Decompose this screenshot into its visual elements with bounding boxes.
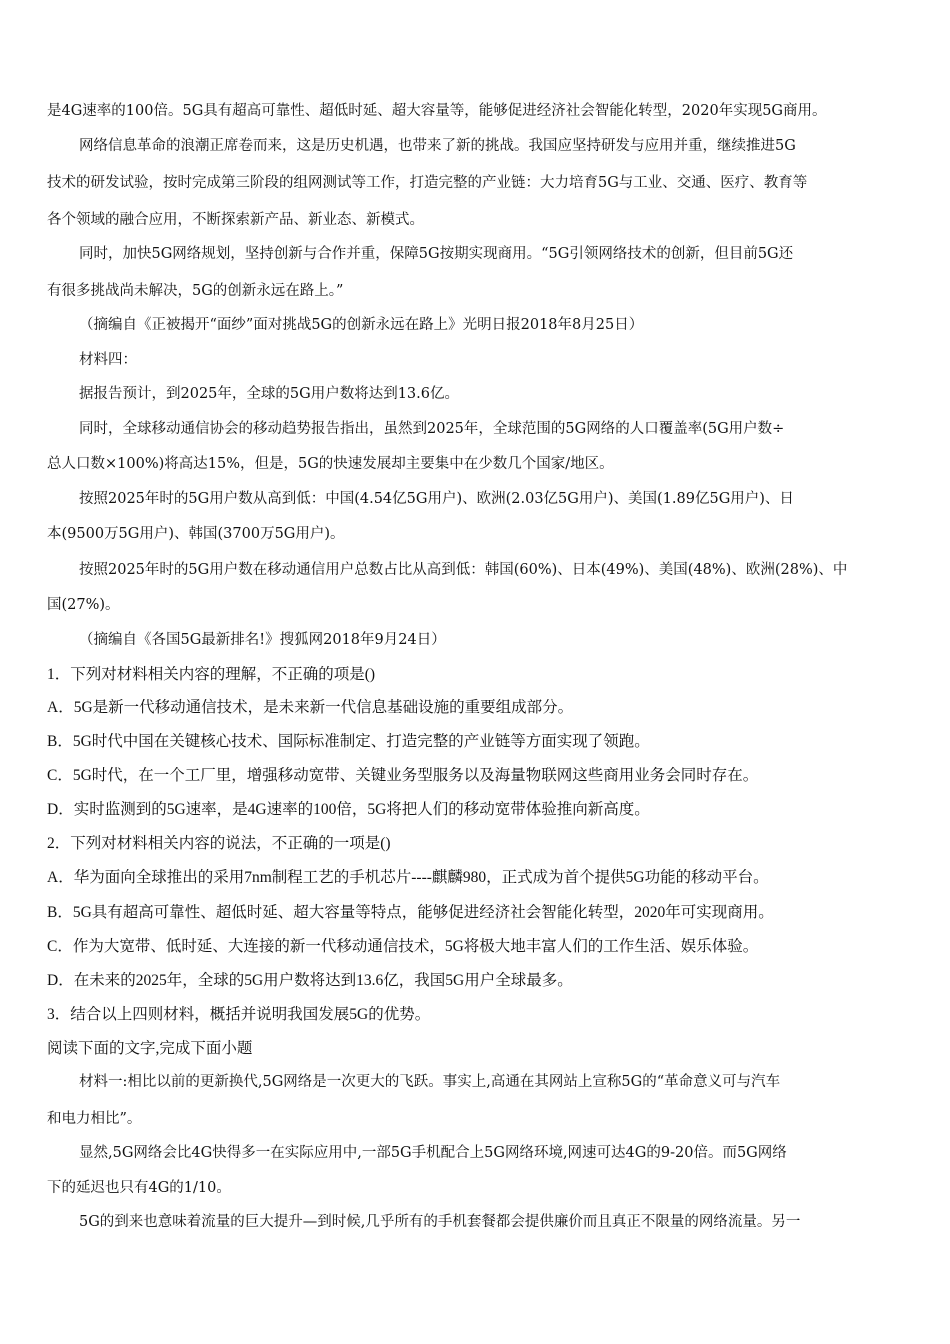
question-1-option-c: C．5G时代，在一个工厂里，增强移动宽带、关键业务型服务以及海量物联网这些商用业务会同时存在。 — [47, 767, 759, 784]
paragraph-line: 和电力相比”。 — [47, 1111, 142, 1127]
reading-instruction: 阅读下面的文字,完成下面小题 — [47, 1040, 253, 1057]
paragraph-line: 材料一:相比以前的更新换代,5G网络是一次更大的飞跃。事实上,高通在其网站上宣称5G的“革命意义可与汽车 — [79, 1074, 781, 1090]
question-2-option-d: D．在未来的2025年，全球的5G用户数将达到13.6亿，我国5G用户全球最多。 — [47, 972, 573, 989]
paragraph-line: 显然,5G网络会比4G快得多一在实际应用中,一部5G手机配合上5G网络环境,网速可达4G的9-20倍。而5G网络 — [79, 1145, 787, 1161]
paragraph-line: 有很多挑战尚未解决，5G的创新永远在路上。” — [47, 283, 344, 299]
question-2-option-b: B．5G具有超高可靠性、超低时延、超大容量等特点，能够促进经济社会智能化转型，2020年可实现商用。 — [47, 904, 774, 921]
paragraph-line: 5G的到来也意味着流量的巨大提升—到时候,几乎所有的手机套餐都会提供廉价而且真正不限量的网络流量。另一 — [79, 1214, 801, 1230]
paragraph-line: 按照2025年时的5G用户数从高到低：中国(4.54亿5G用户)、欧洲(2.03亿5G用户)、美国(1.89亿5G用户)、日 — [79, 491, 794, 507]
question-2-option-c: C．作为大宽带、低时延、大连接的新一代移动通信技术，5G将极大地丰富人们的工作生活、娱乐体验。 — [47, 938, 759, 955]
paragraph-line: 总人口数×100%)将高达15%，但是，5G的快速发展却主要集中在少数几个国家/地区。 — [47, 456, 614, 472]
question-1-option-d: D．实时监测到的5G速率，是4G速率的100倍，5G将把人们的移动宽带体验推向新高度。 — [47, 801, 650, 818]
question-3: 3．结合以上四则材料，概括并说明我国发展5G的优势。 — [47, 1006, 431, 1023]
paragraph-line: 网络信息革命的浪潮正席卷而来，这是历史机遇，也带来了新的挑战。我国应坚持研发与应用并重，继续推进5G — [79, 138, 796, 154]
question-2: 2．下列对材料相关内容的说法，不正确的一项是() — [47, 835, 391, 852]
paragraph-line: 国(27%)。 — [47, 597, 120, 613]
paragraph-line: 本(9500万5G用户)、韩国(3700万5G用户)。 — [47, 526, 345, 542]
question-1-option-a: A．5G是新一代移动通信技术，是未来新一代信息基础设施的重要组成部分。 — [47, 699, 574, 716]
paragraph-line: 是4G速率的100倍。5G具有超高可靠性、超低时延、超大容量等，能够促进经济社会智能化转型，2020年实现5G商用。 — [47, 103, 827, 119]
section-heading: 材料四： — [79, 352, 137, 368]
paragraph-line: 各个领域的融合应用，不断探索新产品、新业态、新模式。 — [47, 212, 424, 228]
citation-line: （摘编自《各国5G最新排名!》搜狐网2018年9月24日） — [79, 632, 446, 648]
paragraph-line: 技术的研发试验，按时完成第三阶段的组网测试等工作，打造完整的产业链：大力培育5G与工业、交通、医疗、教育等 — [47, 175, 808, 191]
question-2-option-a: A．华为面向全球推出的采用7nm制程工艺的手机芯片----麒麟980，正式成为首个提供5G功能的移动平台。 — [47, 869, 769, 886]
question-1-option-b: B．5G时代中国在关键核心技术、国际标准制定、打造完整的产业链等方面实现了领跑。 — [47, 733, 650, 750]
citation-line: （摘编自《正被揭开“面纱”面对挑战5G的创新永远在路上》光明日报2018年8月25日） — [79, 317, 644, 333]
paragraph-line: 同时，加快5G网络规划，坚持创新与合作并重，保障5G按期实现商用。“5G引领网络技术的创新，但目前5G还 — [79, 246, 794, 262]
paragraph-line: 同时，全球移动通信协会的移动趋势报告指出，虽然到2025年，全球范围的5G网络的人口覆盖率(5G用户数÷ — [79, 421, 785, 437]
paragraph-line: 按照2025年时的5G用户数在移动通信用户总数占比从高到低：韩国(60%)、日本(49%)、美国(48%)、欧洲(28%)、中 — [79, 562, 848, 578]
paragraph-line: 下的延迟也只有4G的1/10。 — [47, 1180, 231, 1196]
question-1: 1．下列对材料相关内容的理解，不正确的项是() — [47, 666, 376, 683]
paragraph-line: 据报告预计，到2025年，全球的5G用户数将达到13.6亿。 — [79, 386, 459, 402]
